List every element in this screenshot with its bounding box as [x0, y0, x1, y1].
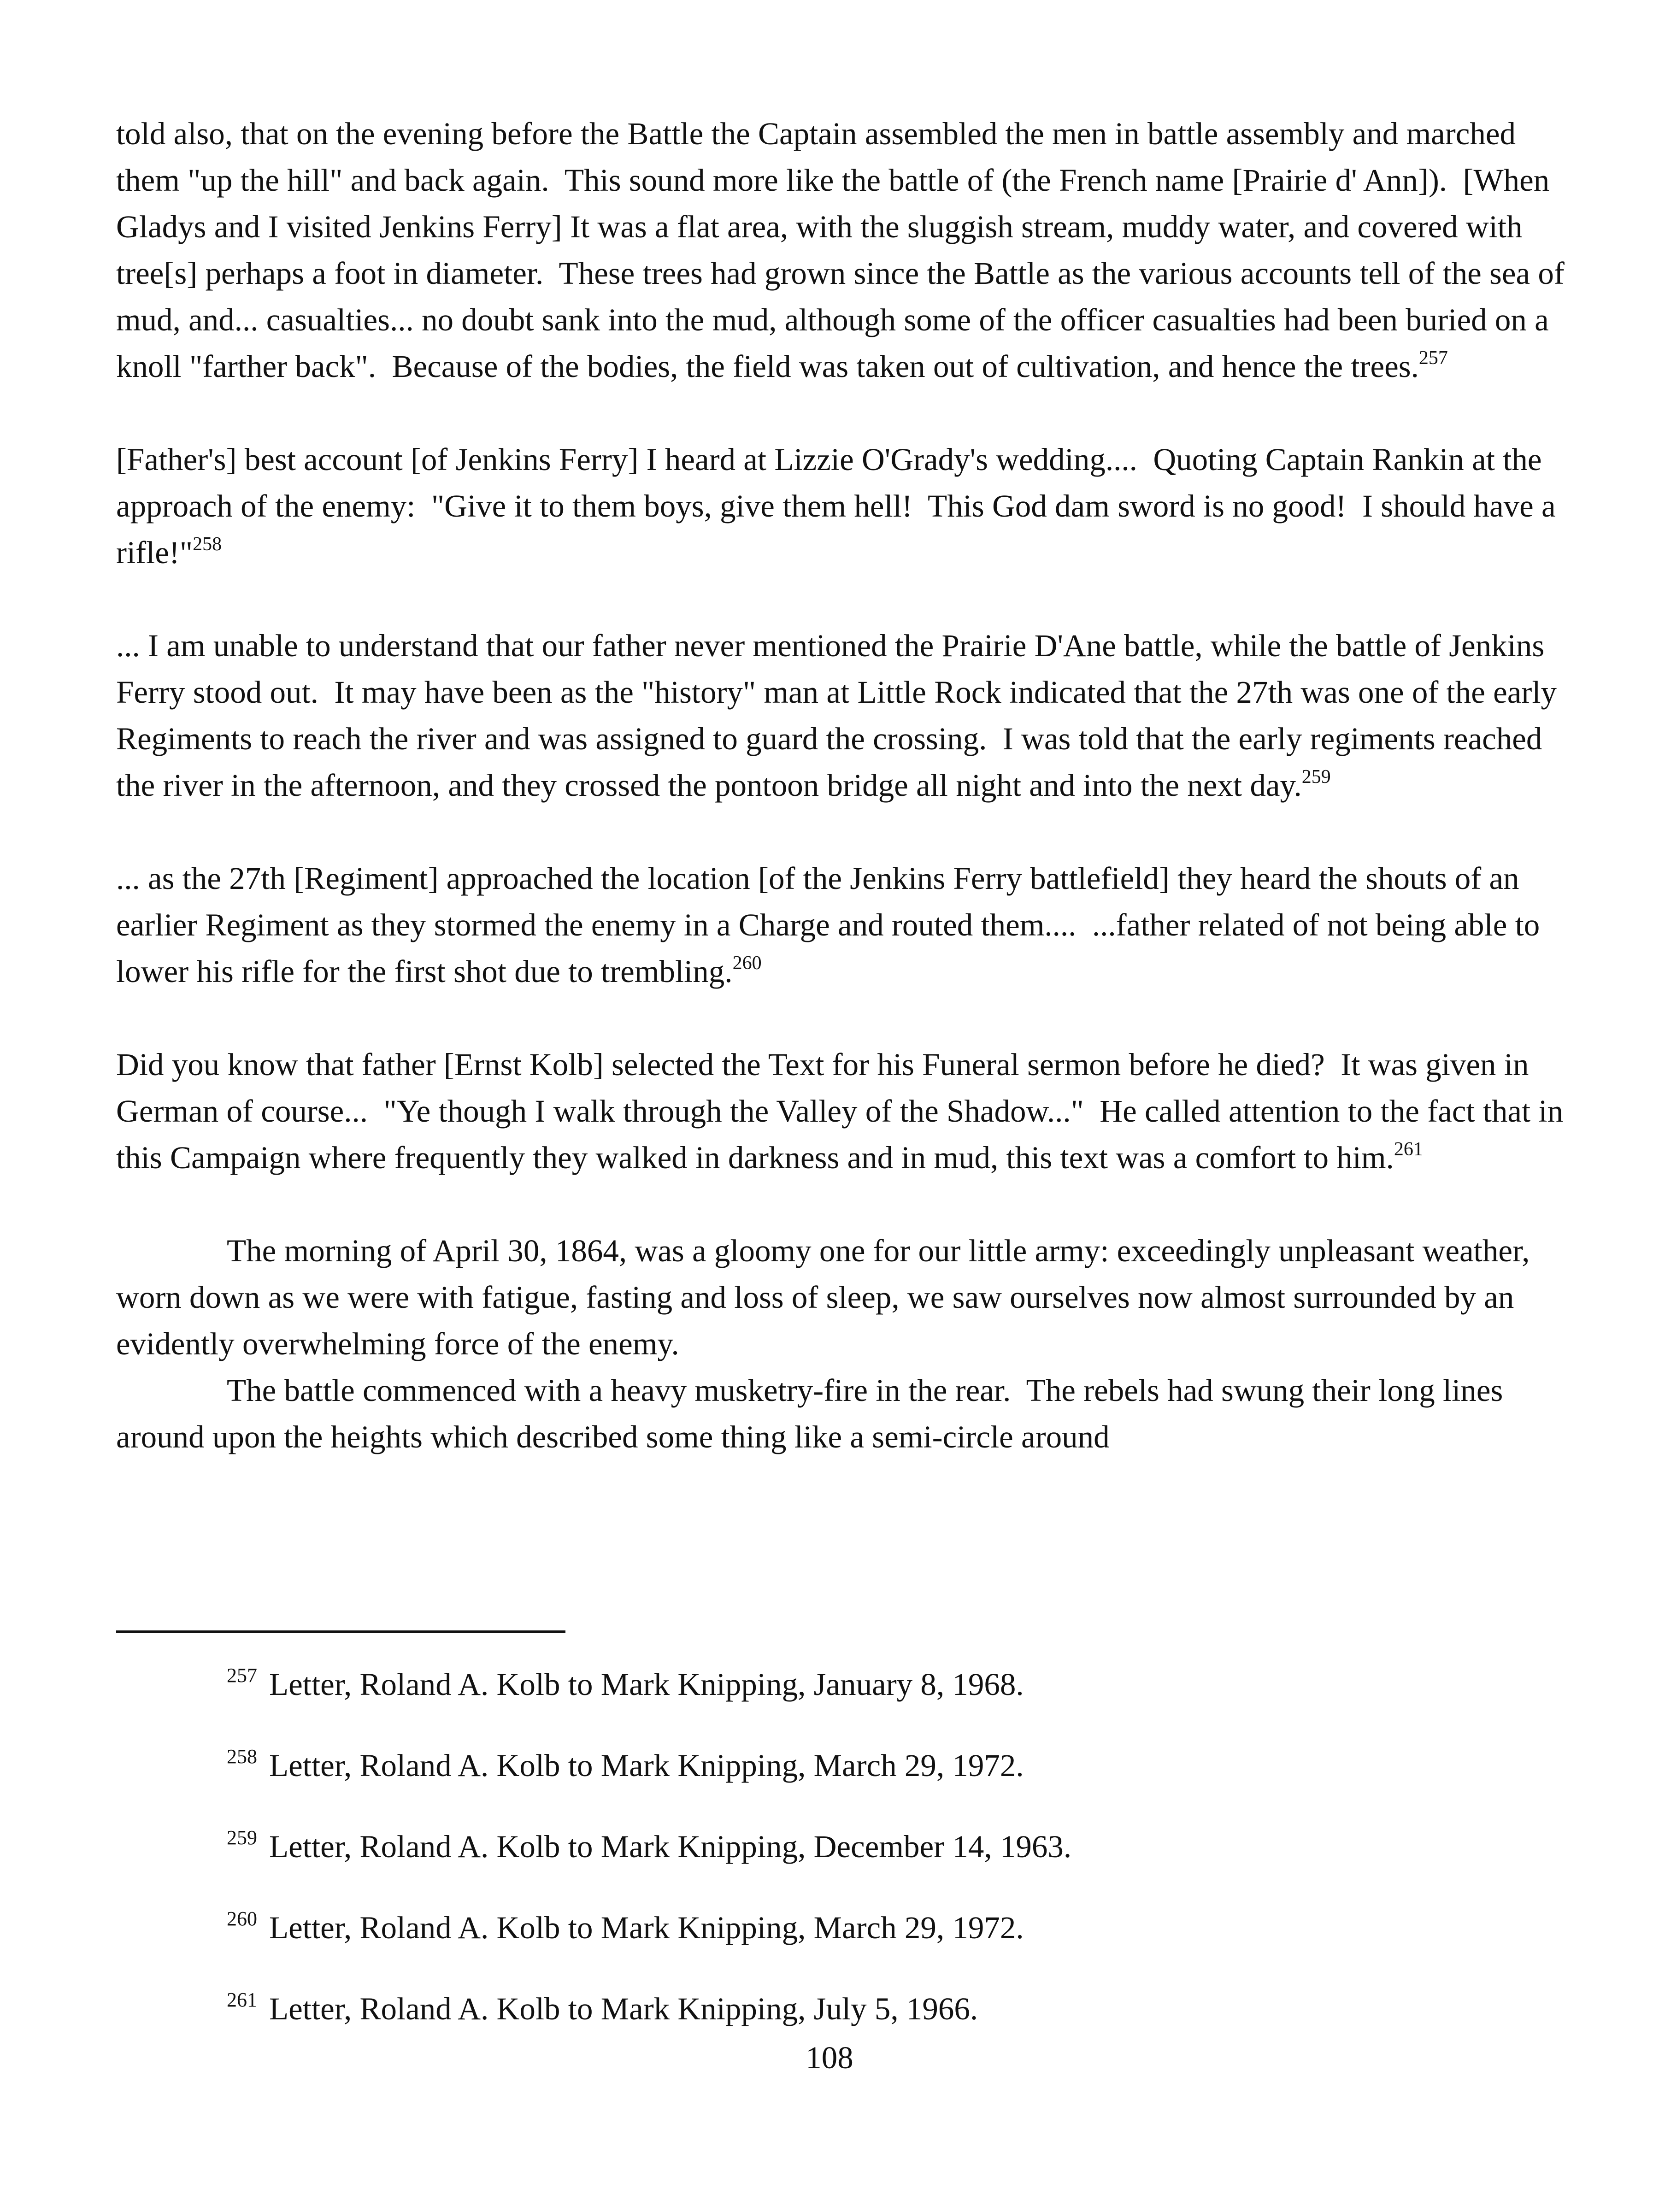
footnote-257	[227, 1664, 1517, 1745]
footnote-ref-261[interactable]: 261	[1394, 1139, 1423, 1160]
footnote-258	[227, 1745, 1517, 1826]
paragraph-3	[116, 623, 1582, 809]
footnote-number: 257	[227, 1664, 257, 1687]
paragraph-7	[116, 1367, 1582, 1460]
footnote-number: 261	[227, 1988, 257, 2011]
footnote-number: 259	[227, 1826, 257, 1849]
paragraph-1-text: told also, that on the evening before the Battle the Captain assembled the men in battle assembly and marched them "up the hill" and back again. This sound more like the battle of (the French name [Prairie d' Ann]). [When Gladys and I visited Jenkins Ferry] It was a flat area, with the sluggish stream, muddy water, and covered with tree[s] perhaps a foot in diameter. These trees had grown since the Battle as the various accounts tell of the sea of mud, and... casualties... no doubt sank into the mud, although some of the officer casualties had been buried on a knoll "farther back". Because of the bodies, the field was taken out of cultivation, and hence the trees.	[116, 116, 1573, 384]
page-number: 108	[806, 2040, 853, 2075]
footnote-text: Letter, Roland A. Kolb to Mark Knipping, January 8, 1968.	[269, 1667, 1024, 1702]
paragraph-6	[116, 1228, 1582, 1367]
paragraph-7-text: The battle commenced with a heavy musketry-fire in the rear. The rebels had swung their long lines around upon the heights which described some thing like a semi-circle around	[116, 1373, 1511, 1454]
paragraph-4	[116, 855, 1582, 995]
footnote-text: Letter, Roland A. Kolb to Mark Knipping, March 29, 1972.	[269, 1748, 1024, 1783]
footnote-text: Letter, Roland A. Kolb to Mark Knipping, March 29, 1972.	[269, 1910, 1024, 1945]
footnote-text: Letter, Roland A. Kolb to Mark Knipping, July 5, 1966.	[269, 1991, 978, 2026]
footnote-ref-257[interactable]: 257	[1418, 347, 1448, 369]
footnote-ref-260[interactable]: 260	[732, 953, 762, 974]
page-body	[116, 111, 1582, 1460]
paragraph-1	[116, 111, 1582, 390]
paragraph-5	[116, 1041, 1582, 1181]
paragraph-2	[116, 436, 1582, 576]
paragraph-2-text: [Father's] best account [of Jenkins Ferry] I heard at Lizzie O'Grady's wedding.... Quoting Captain Rankin at the approach of the enemy: "Give it to them boys, give them hell! This God dam sword is no good! I should have a rifle!"	[116, 442, 1564, 570]
footnote-separator	[116, 1630, 565, 1633]
paragraph-6-text: The morning of April 30, 1864, was a gloomy one for our little army: exceedingly unpleasant weather, worn down as we were with fatigue, fasting and loss of sleep, we saw ourselves now almost surrounded by an evidently overwhelming force of the enemy.	[116, 1233, 1538, 1361]
footnote-259	[227, 1826, 1517, 1907]
paragraph-5-text: Did you know that father [Ernst Kolb] selected the Text for his Funeral sermon before he died? It was given in German of course... "Ye though I walk through the Valley of the Shadow..." He called attention to the fact that in this Campaign where frequently they walked in darkness and in mud, this text was a comfort to him.	[116, 1047, 1571, 1175]
footnote-260	[227, 1907, 1517, 1988]
footnote-ref-259[interactable]: 259	[1301, 766, 1331, 788]
paragraph-3-text: ... I am unable to understand that our father never mentioned the Prairie D'Ane battle, while the battle of Jenkins Ferry stood out. It may have been as the "history" man at Little Rock indicated that the 27th was one of the early Regiments to reach the river and was assigned to guard the crossing. I was told that the early regiments reached the river in the afternoon, and they crossed the pontoon bridge all night and into the next day.	[116, 628, 1565, 803]
footnotes	[227, 1664, 1517, 2069]
footnote-text: Letter, Roland A. Kolb to Mark Knipping, December 14, 1963.	[269, 1829, 1072, 1864]
footnote-number: 258	[227, 1745, 257, 1768]
footnote-ref-258[interactable]: 258	[193, 534, 222, 555]
footnote-number: 260	[227, 1907, 257, 1930]
paragraph-4-text: ... as the 27th [Regiment] approached the location [of the Jenkins Ferry battlefield] they heard the shouts of an earlier Regiment as they stormed the enemy in a Charge and routed them.... ...father related of not being able to lower his rifle for the first shot due to trembling.	[116, 861, 1548, 989]
